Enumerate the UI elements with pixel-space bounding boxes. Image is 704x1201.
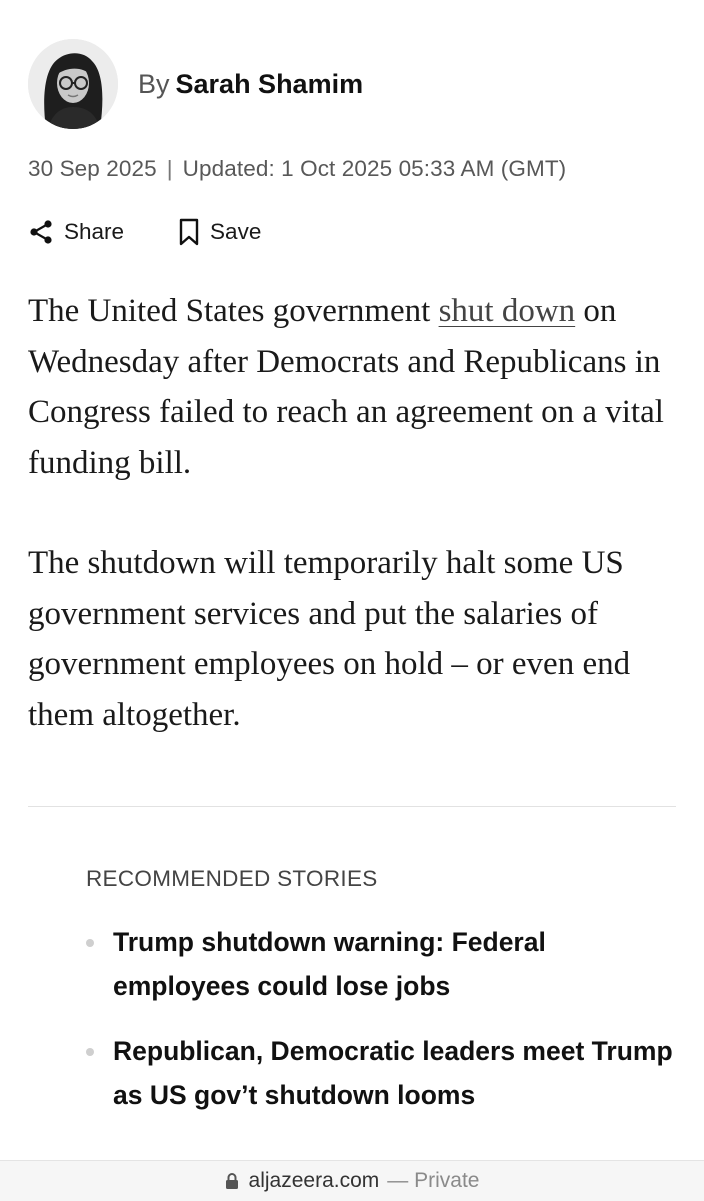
article-paragraph [28,286,678,488]
paragraph-text-end: on Wednesday after Democrats and Republicans in Congress failed to reach an agreement on a vital funding bill. [28,293,664,481]
byline [138,69,363,100]
paragraph-text-start: The United States government [28,293,439,329]
save-button[interactable] [178,218,261,246]
published-date: 30 Sep 2025 [28,156,157,181]
recommended-heading: RECOMMENDED STORIES [86,866,378,891]
share-icon [28,219,54,245]
author-name-link[interactable]: Sarah Shamim [175,68,364,99]
recommended-story-link[interactable] [86,1029,686,1117]
site-domain: aljazeera.com [248,1169,380,1192]
article-body [28,286,678,740]
share-button[interactable] [28,219,124,245]
recommended-stories [86,866,686,1138]
byline-prefix: By [138,68,170,99]
private-mode-label: — Private [387,1169,480,1192]
bullet-dot [86,939,94,947]
author-row [28,38,363,130]
shut-down-link[interactable]: shut down [438,293,576,329]
recommended-story-link[interactable] [86,920,686,1008]
recommended-story-title: Trump shutdown warning: Federal employees could lose jobs [113,927,546,1001]
save-label: Save [210,219,262,244]
browser-address-bar[interactable] [0,1160,704,1201]
share-label: Share [64,219,125,244]
bullet-dot [86,1048,94,1056]
lock-icon [225,1172,239,1190]
dateline-separator: | [166,156,173,181]
article-actions [28,212,261,252]
updated-date: Updated: 1 Oct 2025 05:33 AM (GMT) [182,156,567,181]
author-portrait-icon [28,39,118,129]
section-divider [28,806,676,807]
article-paragraph: The shutdown will temporarily halt some US government services and put the salaries of government employees on hold – or even end them altogether. [28,545,631,733]
recommended-story-title: Republican, Democratic leaders meet Trump as US gov’t shutdown looms [113,1036,673,1110]
recommended-list [86,920,686,1117]
bookmark-icon [178,218,200,246]
author-avatar[interactable] [28,39,118,129]
dateline [28,156,566,182]
